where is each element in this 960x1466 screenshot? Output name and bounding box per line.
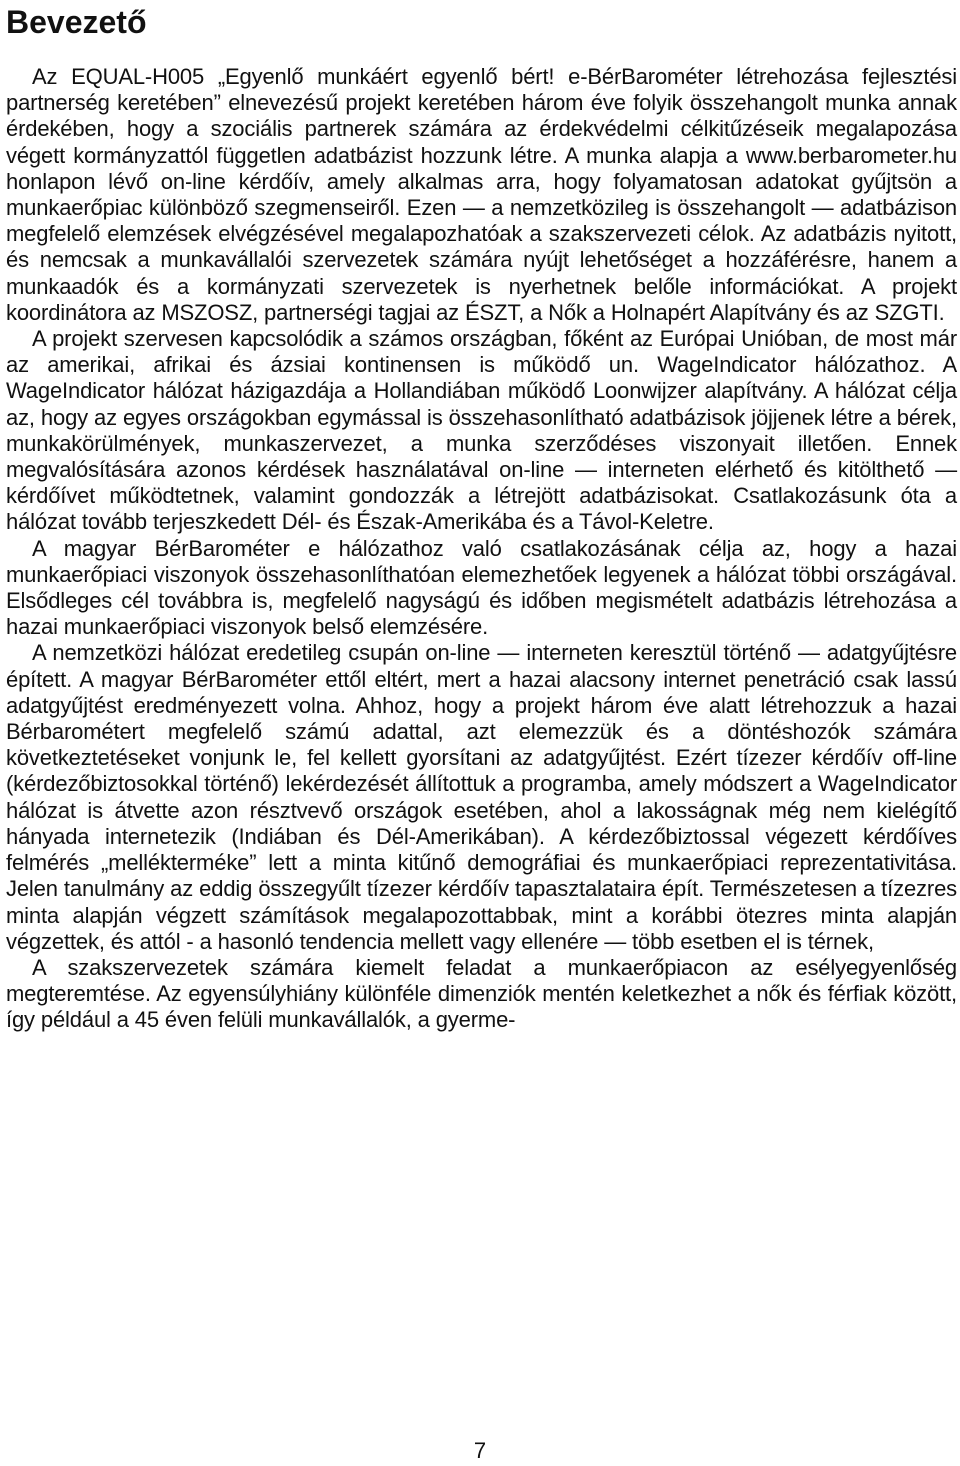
- body-text: [6, 64, 957, 1034]
- paragraph-intro: Az EQUAL-H005 „Egyenlő munkáért egyenlő bért! e-BérBarométer létrehozása fejlesztési partnerség keretében” elnevezésű projekt keretében három éve folyik összehangolt munka annak érdekében, hogy a szociális partnerek számára az érdekvédelmi célkitűzéseik megalapozása végett kormányzattól független adatbázist hozzunk létre. A munka alapja a www.berbarometer.hu honlapon lévő on-line kérdőív, amely alkalmas arra, hogy folyamatosan adatokat gyűjtsön a munkaerőpiac különböző szegmenseiről. Ezen — a nemzetközileg is összehangolt — adatbázison megfelelő elemzések elvégzésével megalapozhatóak a szakszervezeti célok. Az adatbázis nyitott, és nemcsak a munkavállalói szervezetek számára nyújt lehetőséget a hozzáférésre, hanem a munkaadók és a kormányzati szervezetek is nyerhetnek belőle információkat. A projekt koordinátora az MSZOSZ, partnerségi tagjai az ÉSZT, a Nők a Holnapért Alapítvány és az SZGTI.: [6, 64, 957, 325]
- paragraph-wageindicator: A projekt szervesen kapcsolódik a számos országban, főként az Európai Unióban, de most már az amerikai, afrikai és ázsiai kontinensen is működő un. WageIndicator hálózathoz. A WageIndicator hálózat házigazdája a Hollandiában működő Loonwijzer alapítvány. A hálózat célja az, hogy az egyes országokban egymással is összehasonlítható adatbázisok jöjjenek létre a bérek, munkakörülmények, munkaszervezet, a munka szerződéses viszonyait illetően. Ennek megvalósítására azonos kérdések használatával on-line — interneten elérhető és kitölthető — kérdőívet működtetnek, valamint gondozzák a létrejött adatbázisokat. Csatlakozásunk óta a hálózat tovább terjeszkedett Dél- és Észak-Amerikába és a Távol-Keletre.: [6, 326, 957, 535]
- section-heading: Bevezető: [6, 4, 147, 40]
- paragraph-goal: A magyar BérBarométer e hálózathoz való csatlakozásának célja az, hogy a hazai munkaerőpiaci viszonyok összehasonlíthatóan elemezhetőek legyenek a hálózat többi országával. Elsődleges cél továbbra is, megfelelő nagyságú és időben megismételt adatbázis létrehozása a hazai munkaerőpiaci viszonyok belső elemzésére.: [6, 535, 957, 640]
- paragraph-equal-opportunity: A szakszervezetek számára kiemelt feladat a munkaerőpiacon az esélyegyenlőség megteremtése. Az egyensúlyhiány különféle dimenziók mentén keletkezhet a nők és férfiak között, így például a 45 éven felüli munkavállalók, a gyerme-: [6, 954, 957, 1033]
- paragraph-data-collection: A nemzetközi hálózat eredetileg csupán on-line — interneten keresztül történő — adatgyűjtésre épített. A magyar BérBarométer ettől eltért, mert a hazai alacsony internet penetráció csak lassú adatgyűjtést eredményezett volna. Ahhoz, hogy a projekt három éve alatt létrehozzuk a hazai Bérbarométert megfelelő számú adattal, azt elemezzük és a döntéshozók számára következtetéseket vonjunk le, fel kellett gyorsítani az adatgyűjtést. Ezért tízezer kérdőív off-line (kérdezőbiztosokkal történő) lekérdezését állítottuk a programba, amely módszert a WageIndicator hálózat is átvette azon résztvevő országok esetében, ahol a lakosságnak még nem kielégítő hányada internetezik (Indiában és Dél-Amerikában). A kérdezőbiztossal végezett kérdőíves felmérés „mellékterméke” lett a minta kitűnő demográfiai és munkaerőpiaci reprezentativitása. Jelen tanulmány az eddig összegyűlt tízezer kérdőív tapasztalataira épít. Természetesen a tízezres minta alapján végzett számítások megalapozottabbak, mint a korábbi ötezres minta alapján végzettek, és attól - a hasonló tendencia mellett vagy ellenére — több esetben el is térnek,: [6, 640, 957, 954]
- page-number: 7: [473, 1438, 487, 1463]
